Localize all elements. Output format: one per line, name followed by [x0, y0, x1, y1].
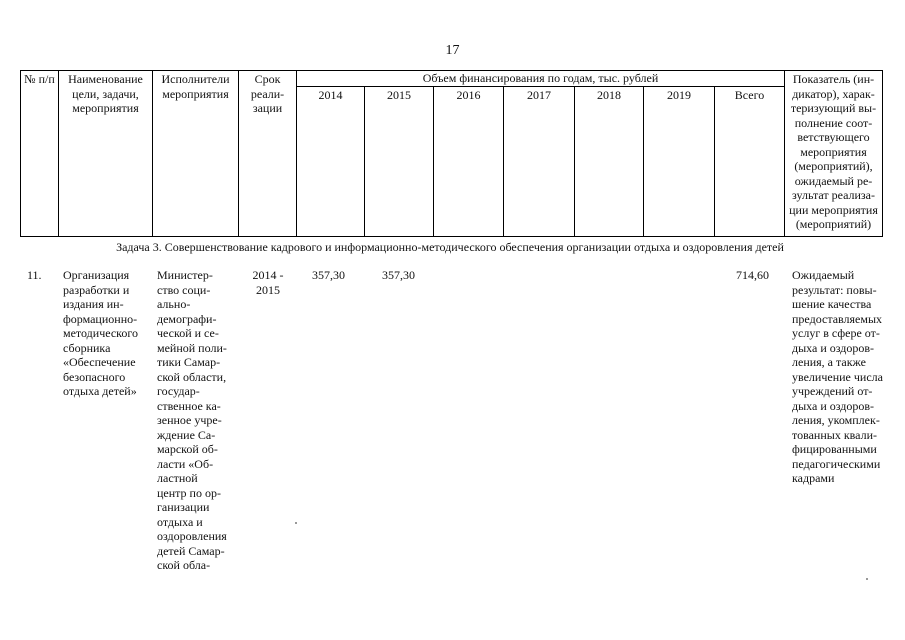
header-year-2016: 2016 [434, 86, 504, 236]
header-year-2017: 2017 [504, 86, 575, 236]
header-name: Наименование цели, задачи, мероприятия [59, 71, 153, 237]
header-financing: Объем финансирования по годам, тыс. рублей [297, 71, 785, 87]
row-number: 11. [27, 268, 42, 282]
row-term: 2014 - 2015 [252, 268, 284, 297]
header-term: Срок реали-зации [239, 71, 297, 237]
row-result: Ожидаемый результат: повы- шение качества предоставляемых услуг в сфере от- дыха и оздоров- ления, а также увеличение числа учреждений от- дыха и оздоров- ления, укомплек- тованных квали- фицированными педагогическими кадрами [792, 268, 883, 485]
header-num: № п/п [21, 71, 59, 237]
row-name: Организация разработки и издания ин- формационно- методического сборника «Обеспечение безопасного отдыха детей» [63, 268, 139, 398]
header-year-2014: 2014 [297, 86, 365, 236]
header-year-2015: 2015 [365, 86, 434, 236]
header-year-2019: 2019 [644, 86, 715, 236]
header-total: Всего [715, 86, 785, 236]
row-2015-value: 357,30 [382, 268, 415, 282]
row-2014-value: 357,30 [312, 268, 345, 282]
row-executors: Министер- ство соци- ально- демографи- ческой и се- мейной поли- тики Самар- ской области, государ- ственное ка- зенное учре- ждение Са- марской об- ласти «Об- ластной центр по ор- ганизации отдыха и оздоровления детей Самар- ской обла- [157, 268, 227, 572]
row-total-value: 714,60 [736, 268, 769, 282]
page-number: 17 [445, 43, 460, 58]
header-indicator: Показатель (ин-дикатор), харак-теризующий вы-полнение соот-ветствующего мероприятия (мероприятий), ожидаемый ре-зультат реализа-ции мероприятия (мероприятий) [785, 71, 883, 237]
header-executors: Исполнители мероприятия [153, 71, 239, 237]
scan-speck [295, 522, 297, 524]
header-table [20, 70, 883, 237]
task-title: Задача 3. Совершенствование кадрового и информационно-методического обеспечения организации отдыха и оздоровления детей [116, 240, 784, 254]
header-year-2018: 2018 [575, 86, 644, 236]
scan-speck [866, 578, 868, 580]
